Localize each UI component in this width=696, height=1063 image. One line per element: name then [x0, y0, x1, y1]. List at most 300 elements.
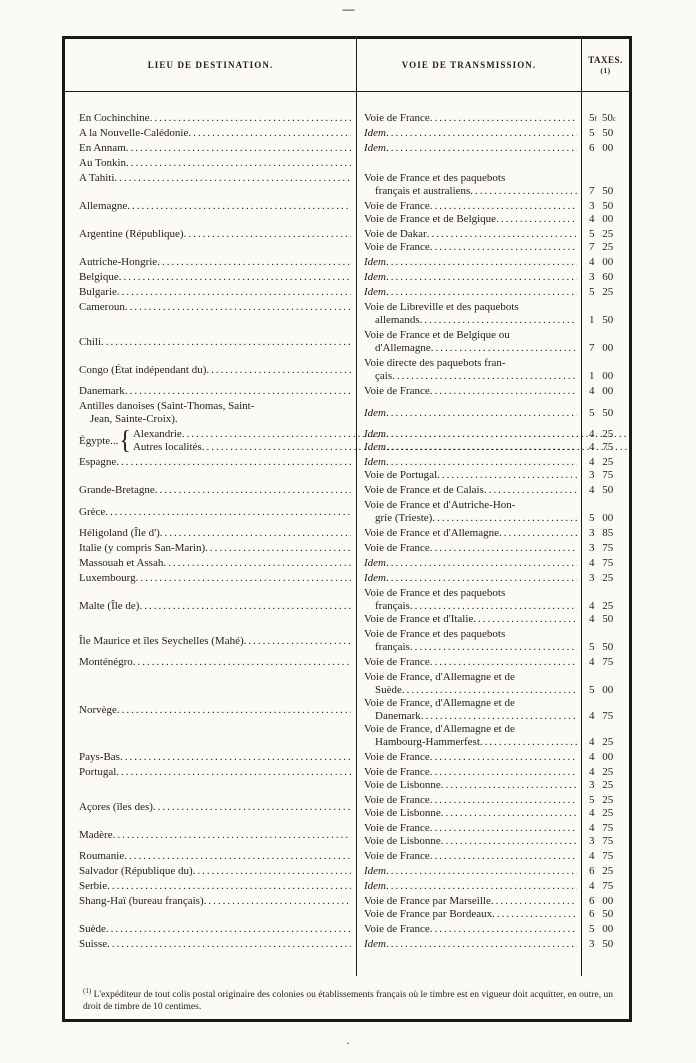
- line-text: Voie de France, d'Allemagne et de: [364, 697, 515, 709]
- tax-value: 7 00: [589, 342, 614, 354]
- filler-cell: [356, 953, 581, 976]
- dot-leader: [157, 256, 351, 269]
- dot-leader: [107, 880, 351, 893]
- table-row: [65, 286, 629, 301]
- line-text: A Tahiti: [79, 172, 115, 184]
- line-text: Voie de France: [364, 385, 430, 397]
- table-row: [65, 484, 629, 499]
- tax-cell: [581, 127, 629, 142]
- destination-cell: [65, 456, 356, 484]
- route-cell: [356, 172, 581, 200]
- table-row: [65, 557, 629, 572]
- text-line: [364, 684, 577, 697]
- table-row: [65, 751, 629, 766]
- tax-value: 5 00: [589, 923, 614, 935]
- line-text: Voie de France et d'Allemagne: [364, 527, 499, 539]
- dot-leader: [430, 385, 577, 398]
- line-text: Voie de France: [364, 794, 430, 806]
- tax-cell: [581, 527, 629, 542]
- text-line: [364, 314, 577, 327]
- dot-leader: [386, 865, 577, 878]
- table-row: [65, 256, 629, 271]
- line-text: Idem: [364, 572, 386, 584]
- text-line: [364, 484, 577, 497]
- tax-value: 6 00: [589, 895, 614, 907]
- destination-cell: [65, 172, 356, 200]
- text-line: [364, 938, 577, 951]
- dot-leader: [386, 256, 577, 269]
- tax-value: 3 75: [589, 469, 614, 481]
- line-text: Salvador (République du): [79, 865, 193, 877]
- spacer-cell: [581, 92, 629, 112]
- brace-group: [79, 428, 351, 454]
- tax-value: 1 00: [589, 370, 614, 382]
- tax-value: 3 50: [589, 938, 614, 950]
- line-text: [364, 157, 367, 170]
- line-text: Voie de France et de Belgique: [364, 213, 497, 225]
- tax-value: 3 85: [589, 527, 614, 539]
- tax-cell: [581, 400, 629, 428]
- page-number-mark: —: [342, 2, 354, 16]
- text-line: [79, 557, 351, 570]
- tax-cell: [581, 329, 629, 357]
- dot-leader: [386, 286, 577, 299]
- tax-value: 4 00: [589, 751, 614, 763]
- dot-leader: [204, 895, 351, 908]
- route-cell: [356, 200, 581, 228]
- dot-leader: [205, 542, 351, 555]
- text-line: [364, 172, 577, 185]
- dot-leader: [441, 779, 577, 792]
- text-line: [364, 112, 577, 125]
- dot-leader: [441, 807, 577, 820]
- spacer-cell: [65, 92, 356, 112]
- dot-leader: [127, 200, 351, 213]
- dot-leader: [430, 656, 577, 669]
- destination-cell: [65, 484, 356, 499]
- line-text: Voie de Lisbonne: [364, 779, 441, 791]
- dot-leader: [432, 512, 577, 525]
- text-line: [79, 829, 351, 842]
- line-text: Alexandrie: [132, 428, 182, 440]
- destination-cell: [65, 572, 356, 587]
- table-row: [65, 400, 629, 428]
- line-text: d'Allemagne: [375, 342, 431, 354]
- line-text: Idem: [364, 456, 386, 468]
- tax-value: [589, 329, 627, 342]
- text-line: [79, 801, 351, 814]
- destination-cell: [65, 301, 356, 329]
- destination-cell: [65, 286, 356, 301]
- dot-leader: [420, 314, 577, 327]
- line-text: Voie de France: [364, 542, 430, 554]
- dot-leader: [113, 829, 351, 842]
- tax-value: 4 75: [589, 822, 614, 834]
- route-cell: [356, 895, 581, 923]
- line-text: Espagne: [79, 456, 117, 468]
- tax-cell: [581, 142, 629, 157]
- dot-leader: [126, 142, 351, 155]
- tax-cell: [581, 794, 629, 822]
- destination-cell: [65, 357, 356, 385]
- dot-leader: [421, 710, 577, 723]
- table-row: [65, 527, 629, 542]
- text-line: [79, 600, 351, 613]
- table-row: [65, 157, 629, 172]
- text-line: [364, 213, 577, 226]
- line-text: Idem: [364, 142, 386, 154]
- route-cell: [356, 794, 581, 822]
- table-row: [65, 938, 629, 953]
- tax-value: 5 f 50 c: [589, 112, 616, 124]
- line-text: Idem: [364, 271, 386, 283]
- table-row: [65, 271, 629, 286]
- line-text: Suède: [79, 923, 106, 935]
- destination-cell: [65, 385, 356, 400]
- text-line: [79, 656, 351, 669]
- dot-leader: [126, 157, 351, 170]
- text-line: [364, 600, 577, 613]
- tax-cell: [581, 112, 629, 127]
- line-text: Shang-Haï (bureau français): [79, 895, 204, 907]
- line-text: Voie de Lisbonne: [364, 835, 441, 847]
- line-text: En Cochinchine: [79, 112, 150, 124]
- destination-cell: [65, 256, 356, 271]
- tax-value: 4 75: [589, 656, 614, 668]
- line-text: Portugal: [79, 766, 117, 778]
- tax-cell: [581, 484, 629, 499]
- line-text: Voie de Lisbonne: [364, 807, 441, 819]
- dot-leader: [470, 185, 577, 198]
- tax-cell: [581, 200, 629, 228]
- destination-cell: [65, 628, 356, 656]
- line-text: Voie de Libreville et des paquebots: [364, 301, 519, 313]
- text-line: [79, 228, 351, 241]
- table-row: [65, 822, 629, 850]
- tax-value: 3 25: [589, 779, 614, 791]
- text-line: [364, 779, 577, 792]
- dot-leader: [150, 112, 351, 125]
- text-line: [364, 512, 577, 525]
- table-row: [65, 329, 629, 357]
- dot-leader: [430, 850, 577, 863]
- route-cell: [356, 112, 581, 127]
- table-row: [65, 671, 629, 751]
- tax-value: 4 75: [589, 880, 614, 892]
- route-cell: [356, 484, 581, 499]
- table-body: [65, 92, 629, 976]
- text-line: [79, 751, 351, 764]
- tax-value: [589, 499, 627, 512]
- line-text: Suède: [375, 684, 402, 696]
- line-text: Voie de Portugal: [364, 469, 438, 481]
- dot-leader: [491, 895, 577, 908]
- line-text: Chili: [79, 335, 102, 348]
- destination-cell: [65, 923, 356, 938]
- dot-leader: [431, 342, 577, 355]
- line-text: Italie (y compris San-Marin): [79, 542, 206, 554]
- route-cell: [356, 880, 581, 895]
- tax-value: 3 50: [589, 200, 614, 212]
- tax-cell: [581, 587, 629, 628]
- line-text: Idem: [364, 880, 386, 892]
- text-line: [364, 641, 577, 654]
- dot-leader: [430, 923, 577, 936]
- tax-cell: [581, 751, 629, 766]
- route-cell: [356, 656, 581, 671]
- tax-value: 6 50: [589, 908, 614, 920]
- text-line: [79, 542, 351, 555]
- text-line: [79, 527, 351, 540]
- route-cell: [356, 766, 581, 794]
- dot-leader: [139, 600, 351, 613]
- dot-leader: [430, 751, 577, 764]
- route-cell: [356, 228, 581, 256]
- table-row: [65, 656, 629, 671]
- text-line: [364, 127, 577, 140]
- destination-cell: [65, 938, 356, 953]
- dot-leader: [153, 801, 351, 814]
- tax-value: 4 75: [589, 557, 614, 569]
- line-text: Voie de France et de Calais: [364, 484, 484, 496]
- destination-cell: [65, 112, 356, 127]
- tax-cell: [581, 938, 629, 953]
- tax-cell: [581, 628, 629, 656]
- text-line: [364, 329, 577, 342]
- brace-icon: {: [119, 426, 131, 456]
- line-text: Idem: [364, 406, 386, 419]
- line-text: Au Tonkin: [79, 157, 127, 169]
- dot-leader: [386, 938, 577, 951]
- dot-leader: [492, 908, 577, 921]
- destination-cell: [65, 400, 356, 428]
- tax-cell: [581, 428, 629, 456]
- dot-leader: [386, 142, 577, 155]
- tax-value: 5 00: [589, 684, 614, 696]
- dot-leader: [107, 938, 351, 951]
- destination-cell: [65, 671, 356, 751]
- text-line: [364, 613, 577, 626]
- line-text: Voie de France et d'Italie: [364, 613, 474, 625]
- dot-leader: [437, 469, 577, 482]
- tax-value: [589, 723, 627, 736]
- table-row: [65, 127, 629, 142]
- text-line: [79, 400, 351, 413]
- text-line: [364, 835, 577, 848]
- tax-cell: [581, 572, 629, 587]
- tax-value: 4 50: [589, 613, 614, 625]
- dot-leader: [119, 271, 351, 284]
- route-cell: [356, 923, 581, 938]
- table-row: [65, 172, 629, 200]
- dot-leader: [106, 923, 351, 936]
- destination-cell: [65, 527, 356, 542]
- tax-cell: [581, 671, 629, 751]
- route-cell: [356, 865, 581, 880]
- text-line: [364, 850, 577, 863]
- text-line: [79, 938, 351, 951]
- table-row: [65, 865, 629, 880]
- line-text: Voie de France, d'Allemagne et de: [364, 671, 515, 683]
- destination-cell: [65, 557, 356, 572]
- dot-leader: [386, 880, 577, 893]
- text-line: [364, 271, 577, 284]
- text-line: [79, 271, 351, 284]
- line-text: Allemagne: [79, 200, 128, 212]
- tax-cell: [581, 357, 629, 385]
- dot-leader: [163, 557, 351, 570]
- text-line: [364, 256, 577, 269]
- line-text: Voie de France: [364, 923, 430, 935]
- filler-row: [65, 953, 629, 976]
- line-text: Idem: [364, 557, 386, 569]
- tax-value: 3 75: [589, 835, 614, 847]
- tax-cell: [581, 766, 629, 794]
- dot-leader: [430, 112, 577, 125]
- dot-leader: [386, 441, 577, 454]
- tax-cell: [581, 822, 629, 850]
- dot-leader: [386, 407, 577, 420]
- line-text: Voie de France: [364, 200, 430, 212]
- dot-leader: [386, 572, 577, 585]
- text-line: [79, 413, 351, 426]
- line-text: Pays-Bas: [79, 751, 120, 763]
- text-line: [79, 385, 351, 398]
- dot-leader: [392, 370, 577, 383]
- line-text: Idem: [364, 286, 386, 298]
- table-row: [65, 357, 629, 385]
- tax-value: 5 25: [589, 286, 614, 298]
- text-line: [364, 407, 577, 420]
- spacer-row: [65, 92, 629, 112]
- tax-cell: [581, 271, 629, 286]
- line-text: Bulgarie: [79, 286, 117, 298]
- text-line: [364, 895, 577, 908]
- text-line: [79, 112, 351, 125]
- destination-cell: [65, 751, 356, 766]
- text-line: [364, 142, 577, 155]
- filler-cell: [65, 953, 356, 976]
- tax-value: 4 25: [589, 428, 614, 440]
- text-line: [364, 456, 577, 469]
- table-row: [65, 112, 629, 127]
- table-row: [65, 923, 629, 938]
- line-text: Autres localités: [132, 441, 202, 453]
- dot-leader: [402, 684, 577, 697]
- dot-leader: [155, 484, 351, 497]
- text-line: [364, 880, 577, 893]
- destination-cell: [65, 766, 356, 794]
- table-row: [65, 385, 629, 400]
- route-cell: [356, 357, 581, 385]
- route-cell: [356, 127, 581, 142]
- destination-cell: [65, 895, 356, 923]
- text-line: [79, 172, 351, 185]
- route-cell: [356, 587, 581, 628]
- text-line: [79, 127, 351, 140]
- line-text: Malte (Île de): [79, 600, 140, 612]
- dot-leader: [116, 456, 351, 469]
- destination-cell: [65, 794, 356, 822]
- text-line: [364, 499, 577, 512]
- dot-leader: [116, 766, 351, 779]
- line-text: Grèce: [79, 505, 106, 518]
- dot-leader: [386, 456, 577, 469]
- line-text: Voie de France: [364, 822, 430, 834]
- tax-cell: [581, 157, 629, 172]
- dot-leader: [430, 200, 577, 213]
- tax-cell: [581, 172, 629, 200]
- text-line: [79, 256, 351, 269]
- line-text: Voie de France et des paquebots: [364, 587, 506, 599]
- text-line: [364, 572, 577, 585]
- bottom-mark: .: [346, 1035, 350, 1047]
- line-text: Héligoland (Île d'): [79, 527, 160, 539]
- line-text: Voie de Dakar: [364, 228, 427, 240]
- header-taxes: [581, 39, 629, 91]
- tax-value: 5 50: [589, 641, 614, 653]
- dot-leader: [206, 364, 351, 377]
- tax-value: [589, 587, 627, 600]
- line-text: Idem: [364, 428, 386, 440]
- text-line: [364, 766, 577, 779]
- footnote-marker: (1): [83, 986, 92, 995]
- table-row: [65, 850, 629, 865]
- dot-leader: [117, 286, 351, 299]
- route-cell: [356, 938, 581, 953]
- dot-leader: [430, 822, 577, 835]
- dot-leader: [117, 704, 351, 717]
- table-row: [65, 456, 629, 484]
- dot-leader: [105, 506, 351, 519]
- dot-leader: [386, 557, 577, 570]
- table-row: [65, 628, 629, 656]
- dot-leader: [427, 228, 577, 241]
- line-text: Danemark: [375, 710, 421, 722]
- route-cell: [356, 628, 581, 656]
- text-line: [79, 704, 351, 717]
- text-line: [364, 157, 577, 170]
- text-line: [79, 456, 351, 469]
- line-text: Voie de France, d'Allemagne et de: [364, 723, 515, 735]
- tax-value: 4 75: [589, 441, 614, 453]
- text-line: [364, 385, 577, 398]
- dot-leader: [430, 794, 577, 807]
- tax-value: 4 00: [589, 385, 614, 397]
- line-text: Voie de France: [364, 766, 430, 778]
- route-cell: [356, 142, 581, 157]
- tax-value: 4 25: [589, 456, 614, 468]
- line-text: Voie de France et de Belgique ou: [364, 329, 510, 341]
- text-line: [364, 557, 577, 570]
- text-line: [364, 865, 577, 878]
- table-row: [65, 142, 629, 157]
- tax-cell: [581, 656, 629, 671]
- dot-leader: [114, 172, 351, 185]
- line-text: français et australiens: [375, 185, 471, 197]
- tax-value: [589, 697, 627, 710]
- tax-value: 5 50: [589, 406, 614, 419]
- destination-cell: [65, 428, 356, 456]
- destination-cell: [65, 542, 356, 557]
- tax-cell: [581, 865, 629, 880]
- table-row: [65, 587, 629, 628]
- destination-cell: [65, 850, 356, 865]
- dot-leader: [124, 850, 351, 863]
- text-line: [79, 301, 351, 314]
- dot-leader: [125, 385, 351, 398]
- route-cell: [356, 542, 581, 557]
